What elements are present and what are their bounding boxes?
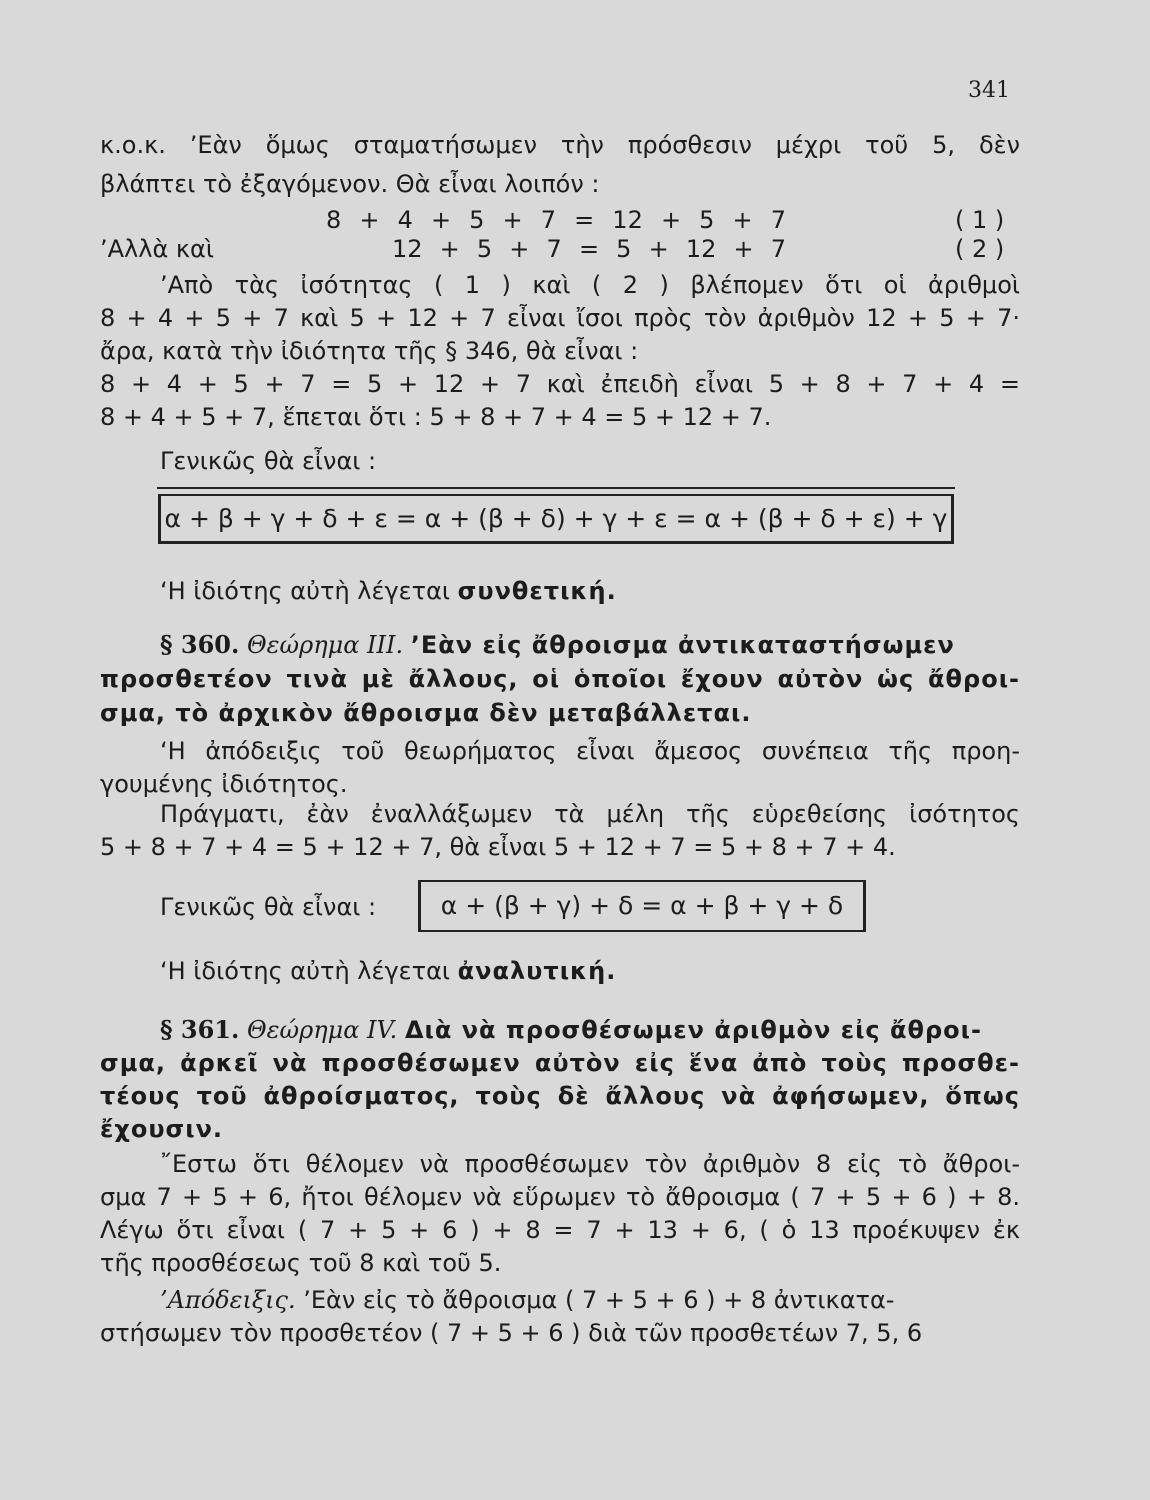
property-analytic: ‘Η ἰδιότης αὐτὴ λέγεται ἀναλυτική.: [160, 957, 617, 985]
theorem-text: ἔχουσιν.: [100, 1115, 224, 1143]
theorem-text: ’Εὰν εἰς ἄθροισμα ἀντικαταστήσωμεν: [410, 631, 955, 659]
term-analytic: ἀναλυτική.: [457, 957, 617, 985]
theorem-text: προσθετέον τινὰ μὲ ἄλλους, οἱ ὁποῖοι ἔχουν αὐτὸν ὡς ἄθροι-: [100, 665, 1020, 693]
equation-1: 8 + 4 + 5 + 7 = 12 + 5 + 7: [326, 206, 786, 234]
section-361-heading: [160, 1013, 1020, 1047]
text-line: 8 + 4 + 5 + 7 = 5 + 12 + 7 καὶ ἐπειδὴ εἶναι 5 + 8 + 7 + 4 =: [100, 370, 1020, 398]
property-synthetic: ‘Η ἰδιότης αὐτὴ λέγεται συνθετική.: [160, 577, 617, 605]
text-line: γουμένης ἰδιότητος.: [100, 770, 348, 798]
proof-label: ’Απόδειξις.: [160, 1286, 296, 1314]
text-line: 5 + 8 + 7 + 4 = 5 + 12 + 7, θὰ εἶναι 5 + 12 + 7 = 5 + 8 + 7 + 4.: [100, 833, 896, 861]
formula-box-synthetic: [158, 494, 954, 544]
text-line: ἄρα, κατὰ τὴν ἰδιότητα τῆς § 346, θὰ εἶναι :: [100, 337, 639, 365]
theorem-text: σμα, τὸ ἀρχικὸν ἄθροισμα δὲν μεταβάλλεται.: [100, 699, 752, 727]
term-synthetic: συνθετική.: [457, 577, 617, 605]
section-number: § 361.: [160, 1015, 240, 1044]
general-label: Γενικῶς θὰ εἶναι :: [160, 893, 377, 921]
theorem-text: Διὰ νὰ προσθέσωμεν ἀριθμὸν εἰς ἄθροι-: [404, 1016, 982, 1044]
theorem-title: Θεώρημα ΙΙΙ.: [247, 631, 404, 659]
text-line: κ.ο.κ. ’Εὰν ὅμως σταματήσωμεν τὴν πρόσθεσιν μέχρι τοῦ 5, δὲν: [100, 131, 1020, 159]
general-label: Γενικῶς θὰ εἶναι :: [160, 447, 377, 475]
text-line: Πράγματι, ἐὰν ἐναλλάξωμεν τὰ μέλη τῆς εὑρεθείσης ἰσότητος: [160, 800, 1020, 828]
equation-2-lead: ’Αλλὰ καὶ: [100, 235, 214, 263]
text-line: σμα 7 + 5 + 6, ἤτοι θέλομεν νὰ εὕρωμεν τὸ ἄθροισμα ( 7 + 5 + 6 ) + 8.: [100, 1183, 1020, 1211]
text-line: ῎Εστω ὅτι θέλομεν νὰ προσθέσωμεν τὸν ἀριθμὸν 8 εἰς τὸ ἄθροι-: [160, 1150, 1020, 1178]
page-number: 341: [968, 78, 1010, 103]
theorem-text: τέους τοῦ ἀθροίσματος, τοὺς δὲ ἄλλους νὰ ἀφήσωμεν, ὅπως: [100, 1082, 1020, 1110]
equation-2: 12 + 5 + 7 = 5 + 12 + 7: [392, 235, 786, 263]
formula-box-analytic: [418, 880, 866, 932]
formula-synthetic: α + β + γ + δ + ε = α + (β + δ) + γ + ε = α + (β + δ + ε) + γ: [164, 504, 948, 533]
theorem-text: σμα, ἀρκεῖ νὰ προσθέσωμεν αὐτὸν εἰς ἕνα ἀπὸ τοὺς προσθε-: [100, 1049, 1020, 1077]
text-line: 8 + 4 + 5 + 7 καὶ 5 + 12 + 7 εἶναι ἴσοι πρὸς τὸν ἀριθμὸν 12 + 5 + 7·: [100, 304, 1020, 332]
text-line: ’Απὸ τὰς ἰσότητας ( 1 ) καὶ ( 2 ) βλέπομεν ὅτι οἱ ἀριθμοὶ: [160, 271, 1020, 299]
text-line: στήσωμεν τὸν προσθετέον ( 7 + 5 + 6 ) διὰ τῶν προσθετέων 7, 5, 6: [100, 1319, 923, 1347]
text-line: ‘Η ἀπόδειξις τοῦ θεωρήματος εἶναι ἄμεσος συνέπεια τῆς προη-: [160, 737, 1020, 765]
equation-1-tag: ( 1 ): [955, 206, 1005, 234]
text-line: βλάπτει τὸ ἐξαγόμενον. Θὰ εἶναι λοιπόν :: [100, 170, 600, 198]
proof-361: ’Απόδειξις. ’Εὰν εἰς τὸ ἄθροισμα ( 7 + 5 + 6 ) + 8 ἀντικατα-: [160, 1286, 895, 1314]
text-line: 8 + 4 + 5 + 7, ἕπεται ὅτι : 5 + 8 + 7 + 4 = 5 + 12 + 7.: [100, 403, 772, 431]
text-line: Λέγω ὅτι εἶναι ( 7 + 5 + 6 ) + 8 = 7 + 13 + 6, ( ὁ 13 προέκυψεν ἐκ: [100, 1216, 1020, 1244]
equation-2-tag: ( 2 ): [955, 235, 1005, 263]
section-360-heading: [160, 628, 1020, 662]
theorem-title: Θεώρημα IV.: [247, 1016, 398, 1044]
section-number: § 360.: [160, 630, 240, 659]
formula-analytic: α + (β + γ) + δ = α + β + γ + δ: [440, 891, 844, 920]
text-line: τῆς προσθέσεως τοῦ 8 καὶ τοῦ 5.: [100, 1249, 502, 1277]
